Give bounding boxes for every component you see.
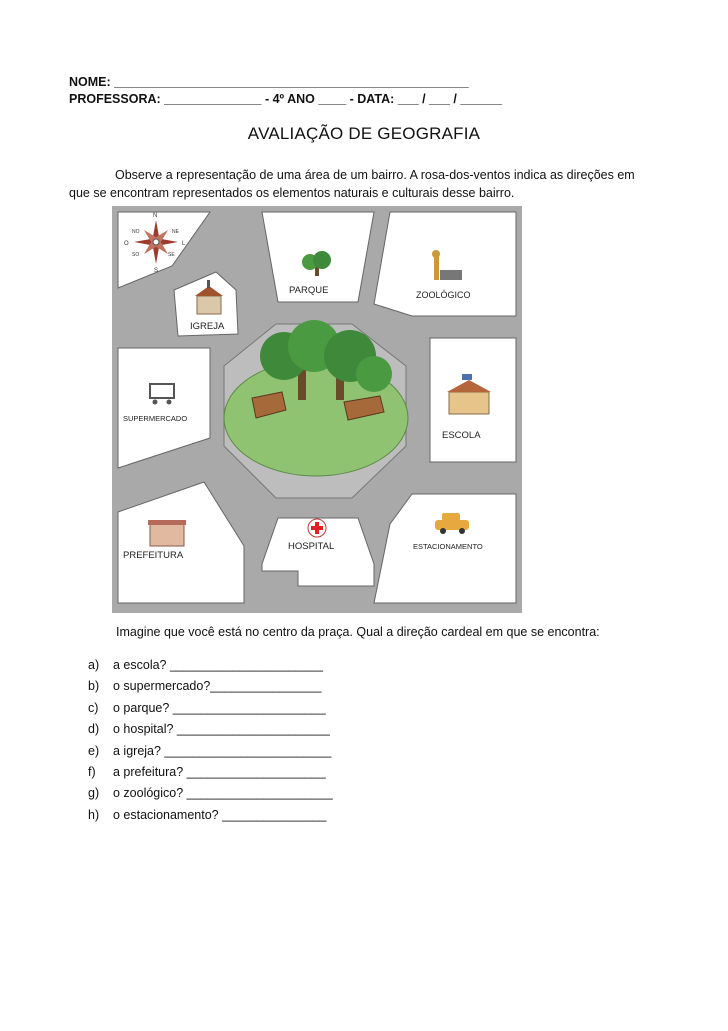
label-estacionamento: ESTACIONAMENTO [413, 542, 483, 551]
item-letter: f) [88, 764, 96, 779]
city-hall-icon [148, 520, 186, 546]
neighborhood-map [112, 206, 522, 613]
compass-l: L [182, 241, 186, 247]
item-text: o estacionamento? _______________ [113, 807, 327, 822]
professora-line: PROFESSORA: ______________ - 4º ANO ____ - DATA: ___ / ___ / ______ [69, 92, 503, 106]
item-text: o supermercado?________________ [113, 679, 322, 694]
item-text: o hospital? ______________________ [113, 722, 330, 737]
label-zoologico: ZOOLÓGICO [416, 290, 471, 300]
item-letter: g) [88, 786, 100, 801]
compass-se: SE [168, 252, 175, 258]
item-text: a igreja? ________________________ [113, 743, 332, 758]
compass-ne: NE [172, 229, 179, 235]
compass-no: NO [132, 229, 140, 235]
page-title: AVALIAÇÃO DE GEOGRAFIA [247, 124, 481, 143]
label-prefeitura: PREFEITURA [123, 550, 184, 561]
item-letter: d) [88, 722, 100, 737]
item-letter: a) [88, 658, 100, 672]
compass-s: S [154, 268, 159, 274]
list-item [88, 655, 333, 676]
question-prompt: Imagine que você está no centro da praça. Qual a direção cardeal em que se encontra: [116, 625, 600, 639]
list-item [88, 698, 333, 719]
list-item [88, 676, 333, 697]
item-letter: h) [88, 807, 100, 822]
item-letter: e) [88, 743, 100, 758]
label-supermercado: SUPERMERCADO [123, 414, 188, 423]
label-igreja: IGREJA [190, 321, 225, 332]
nome-line: NOME: ___________________________________________________ [69, 75, 469, 89]
list-item [88, 783, 333, 804]
compass-n: N [153, 213, 158, 219]
block-zoologico [374, 212, 516, 316]
list-item [88, 805, 333, 826]
header [69, 74, 502, 108]
item-text: o parque? ______________________ [113, 700, 326, 715]
item-letter: b) [88, 679, 100, 694]
compass-o: O [124, 241, 129, 247]
item-text: a prefeitura? ____________________ [113, 764, 326, 779]
list-item [88, 741, 333, 762]
item-letter: c) [88, 700, 99, 715]
intro-paragraph: Observe a representação de uma área de um bairro. A rosa-dos-ventos indica as direções em que se encontram representados os elementos naturais e culturais desse bairro. [69, 168, 635, 200]
label-parque: PARQUE [289, 285, 329, 296]
compass-so: SO [132, 252, 140, 258]
item-text: a escola? ______________________ [113, 658, 323, 672]
list-item [88, 762, 333, 783]
label-hospital: HOSPITAL [288, 541, 335, 552]
label-escola: ESCOLA [442, 430, 481, 441]
item-text: o zoológico? _____________________ [113, 786, 333, 801]
list-item [88, 719, 333, 740]
hospital-cross-icon [308, 519, 326, 537]
question-list [88, 655, 333, 826]
